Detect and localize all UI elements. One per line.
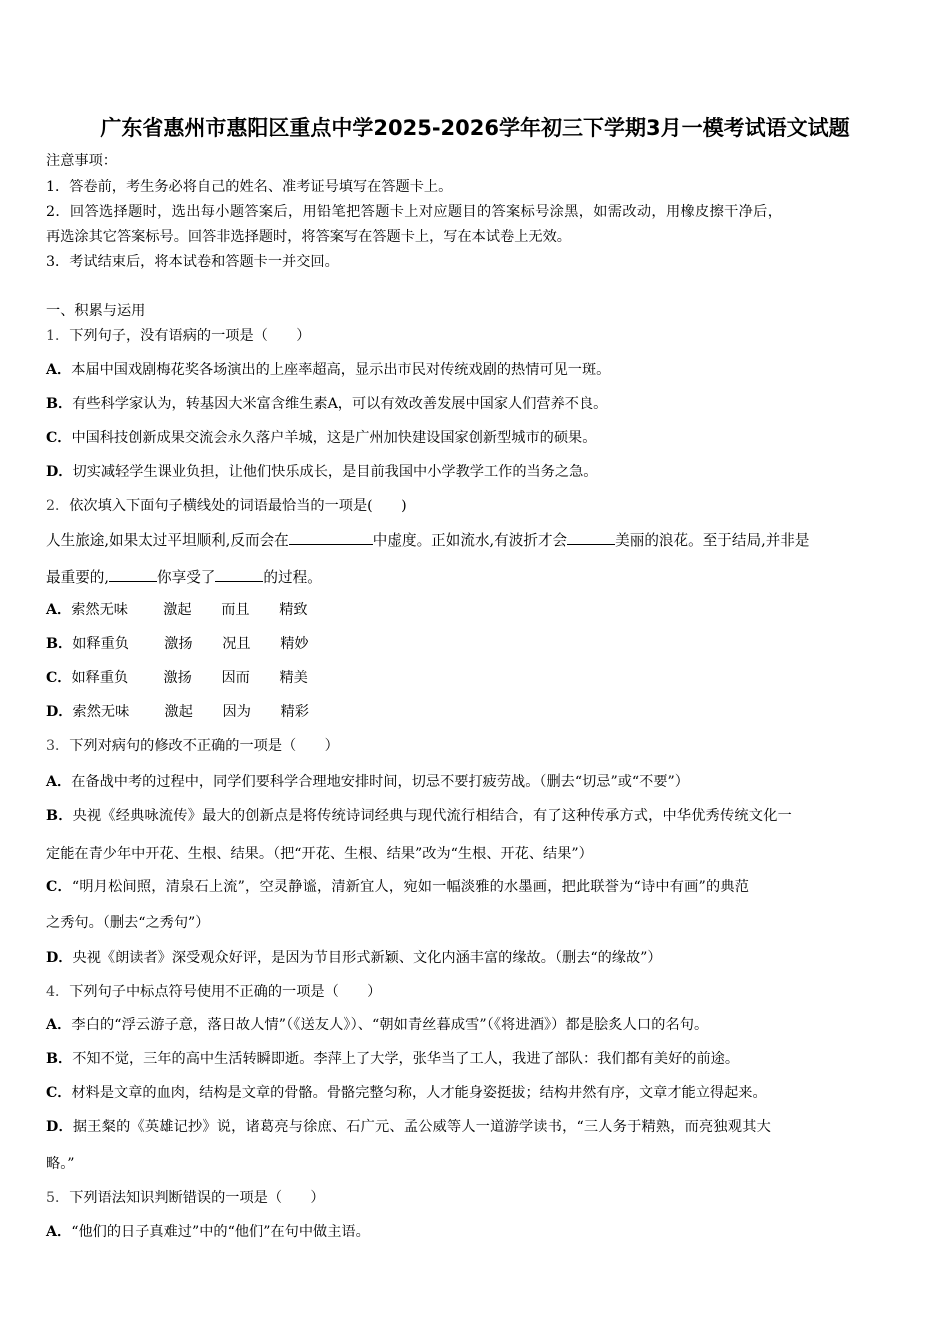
option-word: 激起	[163, 602, 192, 618]
notice-item: 1．答卷前，考生务必将自己的姓名、准考证号填写在答题卡上。	[46, 179, 453, 195]
q5-option-a	[46, 1222, 916, 1242]
option-label: D．	[46, 950, 73, 966]
option-word: 因而	[221, 670, 250, 686]
option-word: 索然无味	[71, 602, 128, 618]
fill-blank	[215, 567, 263, 582]
q1-option-a	[46, 360, 916, 380]
option-word: 索然无味	[72, 704, 130, 720]
q4-option-d-cont: 略。”	[46, 1156, 75, 1172]
option-text: 在备战中考的过程中，同学们要科学合理地安排时间，切忌不要打疲劳战。（删去“切忌”或“不要”）	[71, 774, 689, 790]
option-text: “明月松间照，清泉石上流”，空灵静谧，清新宜人，宛如一幅淡雅的水墨画，把此联誉为“诗中有画”的典范	[71, 879, 750, 895]
option-word: 激扬	[164, 636, 193, 652]
passage-text: 你享受了	[157, 569, 216, 586]
option-label: D．	[46, 464, 73, 480]
question-number: 4．	[46, 984, 70, 1000]
page-title: 广东省惠州市惠阳区重点中学2025-2026学年初三下学期3月一模考试语文试题	[100, 116, 850, 140]
q2-option-c	[46, 668, 916, 688]
option-word: 激起	[164, 704, 193, 720]
option-word: 精彩	[280, 704, 309, 720]
option-label: A．	[46, 1017, 72, 1033]
question-4	[46, 982, 916, 1002]
option-text: 央视《朗读者》深受观众好评，是因为节目形式新颖、文化内涵丰富的缘故。（删去“的缘故”）	[72, 950, 662, 966]
option-word: 况且	[222, 636, 251, 652]
notice-item: 再选涂其它答案标号。回答非选择题时，将答案写在答题卡上，写在本试卷上无效。	[46, 229, 571, 245]
q3-option-d	[46, 948, 916, 968]
question-number: 1．	[46, 328, 70, 344]
question-stem: 下列语法知识判断错误的一项是（ ）	[69, 1190, 325, 1206]
question-5	[46, 1188, 916, 1208]
q4-option-c	[46, 1083, 916, 1103]
option-text: 有些科学家认为，转基因大米富含维生素A，可以有效改善发展中国家人们营养不良。	[72, 396, 608, 412]
option-word: 精美	[279, 670, 308, 686]
option-label: B．	[46, 636, 73, 652]
option-text: 中国科技创新成果交流会永久落户羊城，这是广州加快建设国家创新型城市的硕果。	[71, 430, 597, 446]
option-label: A．	[46, 362, 72, 378]
option-word: 因为	[222, 704, 251, 720]
fill-blank	[567, 530, 615, 545]
q2-option-a	[46, 600, 916, 620]
passage-text: 美丽的浪花。至于结局,并非是	[615, 532, 810, 549]
q1-option-c	[46, 428, 916, 448]
option-label: C．	[46, 670, 72, 686]
question-number: 5．	[46, 1190, 70, 1206]
question-stem: 下列句子中标点符号使用不正确的一项是（ ）	[69, 984, 382, 1000]
q3-option-a	[46, 772, 916, 792]
q2-option-b	[46, 634, 916, 654]
passage-text: 中虚度。正如流水,有波折才会	[372, 532, 568, 549]
option-text: 李白的“浮云游子意，落日故人情”（《送友人》）、“朝如青丝暮成雪”（《将进酒》）都是脍炙人口的名句。	[71, 1017, 709, 1033]
fill-blank	[109, 567, 157, 582]
question-3	[46, 736, 916, 756]
option-label: D．	[46, 1119, 73, 1135]
q3-option-b	[46, 806, 916, 826]
option-word: 如释重负	[71, 670, 129, 686]
q4-option-d	[46, 1117, 916, 1137]
question-stem: 下列句子，没有语病的一项是（ ）	[69, 328, 311, 344]
notice-item: 3．考试结束后，将本试卷和答题卡一并交回。	[46, 254, 339, 270]
option-label: B．	[46, 808, 73, 824]
option-label: D．	[46, 704, 73, 720]
option-text: 据王粲的《英雄记抄》说，诸葛亮与徐庶、石广元、孟公威等人一道游学读书，“三人务于精熟，而亮独观其大	[72, 1119, 771, 1135]
passage-text: 最重要的,	[46, 569, 110, 586]
q1-option-d	[46, 462, 916, 482]
q2-passage-line2	[46, 567, 916, 588]
question-1	[46, 326, 916, 346]
q4-option-a	[46, 1015, 916, 1035]
q1-option-b	[46, 394, 916, 414]
option-word: 精致	[279, 602, 308, 618]
passage-text: 的过程。	[263, 569, 322, 586]
notice-item: 2．回答选择题时，选出每小题答案后，用铅笔把答题卡上对应题目的答案标号涂黑，如需改动，用橡皮擦干净后，	[46, 204, 783, 220]
question-number: 2．	[46, 498, 70, 514]
question-stem: 依次填入下面句子横线处的词语最恰当的一项是( )	[69, 498, 407, 514]
passage-text: 人生旅途,如果太过平坦顺利,反而会在	[46, 532, 289, 549]
option-label: C．	[46, 879, 72, 895]
option-label: A．	[46, 602, 72, 618]
option-word: 如释重负	[72, 636, 129, 652]
option-text: 不知不觉，三年的高中生活转瞬即逝。李萍上了大学，张华当了工人，我进了部队：我们都有美好的前途。	[72, 1051, 740, 1067]
section-heading: 一、积累与运用	[46, 303, 146, 319]
option-label: B．	[46, 396, 73, 412]
option-label: B．	[46, 1051, 73, 1067]
question-2	[46, 496, 916, 516]
option-text: 材料是文章的血肉，结构是文章的骨骼。骨骼完整匀称，人才能身姿挺拔；结构井然有序，文章才能立得起来。	[71, 1085, 767, 1101]
notice-heading: 注意事项：	[46, 153, 117, 169]
option-label: C．	[46, 1085, 72, 1101]
q2-passage-line1	[46, 530, 916, 551]
option-text: 切实减轻学生课业负担，让他们快乐成长，是目前我国中小学教学工作的当务之急。	[72, 464, 598, 480]
option-text: 本届中国戏剧梅花奖各场演出的上座率超高，显示出市民对传统戏剧的热情可见一斑。	[71, 362, 611, 378]
option-label: C．	[46, 430, 72, 446]
q4-option-b	[46, 1049, 916, 1069]
question-number: 3．	[46, 738, 70, 754]
option-word: 而且	[221, 602, 250, 618]
q2-option-d	[46, 702, 916, 722]
q3-option-c	[46, 877, 916, 897]
option-text: 央视《经典咏流传》最大的创新点是将传统诗词经典与现代流行相结合，有了这种传承方式，中华优秀传统文化一	[72, 808, 792, 824]
q3-option-b-cont: 定能在青少年中开花、生根、结果。（把“开花、生根、结果”改为“生根、开花、结果”）	[46, 846, 593, 862]
option-label: A．	[46, 774, 72, 790]
question-stem: 下列对病句的修改不正确的一项是（ ）	[69, 738, 339, 754]
q3-option-c-cont: 之秀句。（删去“之秀句”）	[46, 915, 210, 931]
option-word: 激扬	[163, 670, 192, 686]
option-word: 精妙	[280, 636, 309, 652]
option-label: A．	[46, 1224, 72, 1240]
option-text: “他们的日子真难过”中的“他们”在句中做主语。	[71, 1224, 370, 1240]
fill-blank	[289, 530, 373, 545]
